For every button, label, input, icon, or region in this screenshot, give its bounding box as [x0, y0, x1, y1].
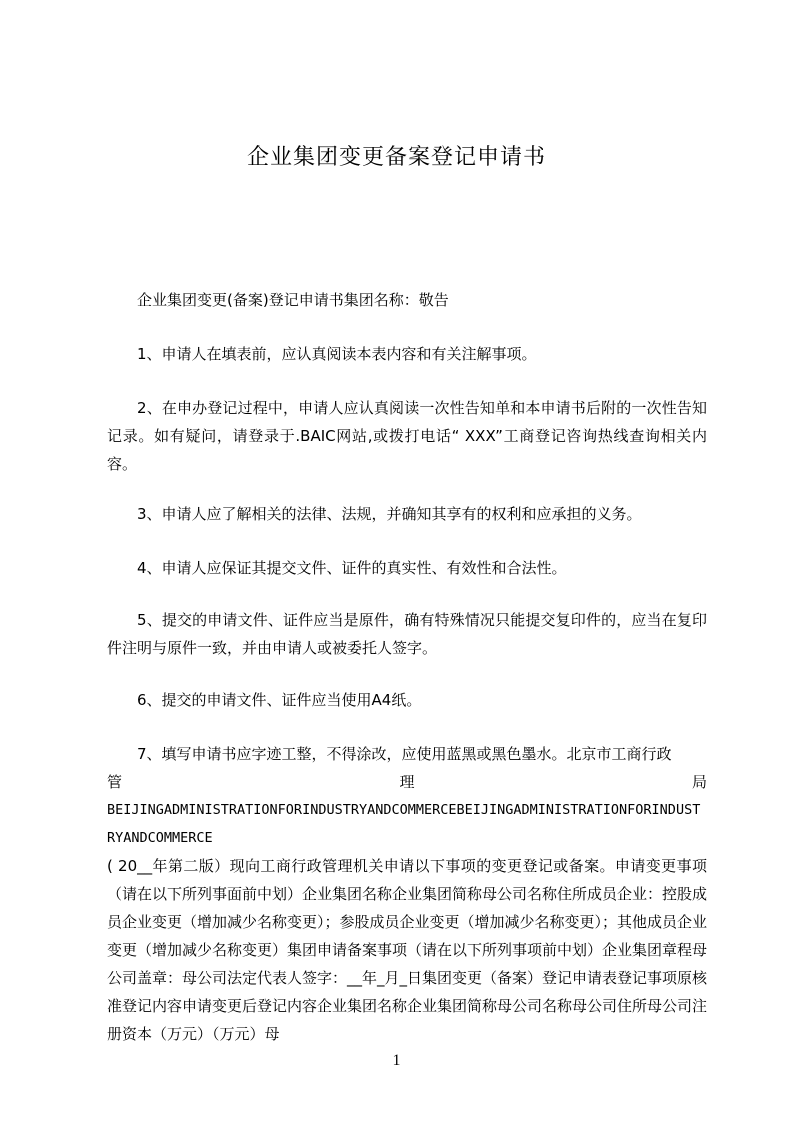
notice-item-2: 2、在申办登记过程中，申请人应认真阅读一次性告知单和本申请书后附的一次性告知记录。如有疑问，请登录于.BAIC网站,或拨打电话“ XXX”工商登记咨询热线查询相关内容。 — [107, 399, 707, 473]
notice-item-3: 3、申请人应了解相关的法律、法规，并确知其享有的权利和应承担的义务。 — [137, 505, 642, 523]
notice-item-7: 7、填写申请书应字迹工整，不得涂改，应使用蓝黑或黑色墨水。北京市工商行政 — [137, 745, 672, 763]
notice-item-1: 1、申请人在填表前，应认真阅读本表内容和有关注解事项。 — [137, 345, 537, 363]
notice-item-6: 6、提交的申请文件、证件应当使用A4纸。 — [137, 691, 422, 709]
authority-char-3: 局 — [691, 773, 707, 791]
closing-text: ( 20__年第二版）现向工商行政管理机关申请以下事项的变更登记或备案。申请变更事项（请在以下所列事面前中划）企业集团名称企业集团简称母公司名称住所成员企业：控股成员企业变更（增加减少名称变更）；参股成员企业变更（增加减少名称变更）；其他成员企业变更（增加减少名称变更）集团申请备案事项（请在以下所列事项前中划）企业集团章程母公司盖章：母公司法定代表人签字：__年_月_日集团变更（备案）登记申请表登记事项原核准登记内容申请变更后登记内容企业集团名称企业集团简称母公司名称母公司住所母公司注册资本（万元）（万元）母 — [107, 857, 708, 1043]
english-authority-name: BEIJINGADMINISTRATIONFORINDUSTRYANDCOMMERCEBEIJINGADMINISTRATIONFORINDUSTRYANDCOMMERCE — [107, 802, 701, 846]
page-number: 1 — [392, 1052, 401, 1069]
notice-item-5: 5、提交的申请文件、证件应当是原件，确有特殊情况只能提交复印件的，应当在复印件注明与原件一致，并由申请人或被委托人签字。 — [107, 611, 707, 657]
notice-item-7-block — [107, 740, 707, 1048]
authority-char-2: 理 — [399, 773, 415, 791]
document-title: 企业集团变更备案登记申请书 — [246, 145, 546, 170]
intro-paragraph: 企业集团变更(备案)登记申请书集团名称：敬告 — [137, 291, 449, 309]
authority-name-row — [107, 768, 707, 796]
notice-item-4: 4、申请人应保证其提交文件、证件的真实性、有效性和合法性。 — [137, 559, 567, 577]
authority-char-1: 管 — [107, 773, 123, 791]
